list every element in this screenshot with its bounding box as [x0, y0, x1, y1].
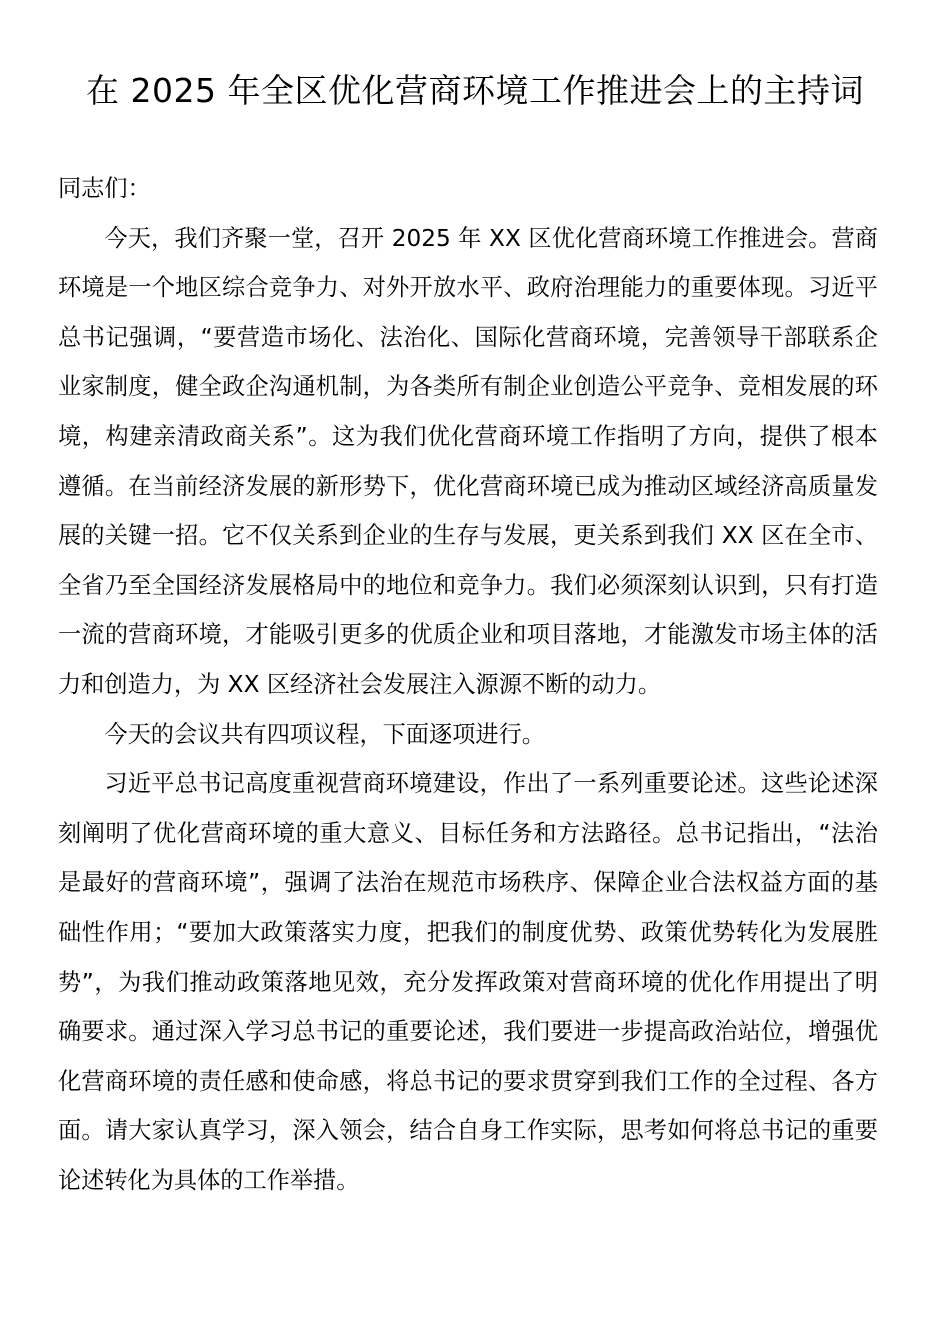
paragraph-study: 习近平总书记高度重视营商环境建设，作出了一系列重要论述。这些论述深刻阐明了优化营商环境的重大意义、目标任务和方法路径。总书记指出，“法治是最好的营商环境”，强调了法治在规范市场秩序、保障企业合法权益方面的基础性作用；“要加大政策落实力度，把我们的制度优势、政策优势转化为发展胜势”，为我们推动政策落地见效，充分发挥政策对营商环境的优化作用提出了明确要求。通过深入学习总书记的重要论述，我们要进一步提高政治站位，增强优化营商环境的责任感和使命感，将总书记的要求贯穿到我们工作的全过程、各方面。请大家认真学习，深入领会，结合自身工作实际，思考如何将总书记的重要论述转化为具体的工作举措。 — [58, 770, 878, 1194]
paragraph-agenda: 今天的会议共有四项议程，下面逐项进行。 — [104, 720, 545, 748]
paragraph-opening: 今天，我们齐聚一堂，召开 2025 年 XX 区优化营商环境工作推进会。营商环境是一个地区综合竞争力、对外开放水平、政府治理能力的重要体现。习近平总书记强调，“要营造市场化、法治化、国际化营商环境，完善领导干部联系企业家制度，健全政企沟通机制，为各类所有制企业创造公平竞争、竞相发展的环境，构建亲清政商关系”。这为我们优化营商环境工作指明了方向，提供了根本遵循。在当前经济发展的新形势下，优化营商环境已成为推动区域经济高质量发展的关键一招。它不仅关系到企业的生存与发展，更关系到我们 XX 区在全市、全省乃至全国经济发展格局中的地位和竞争力。我们必须深刻认识到，只有打造一流的营商环境，才能吸引更多的优质企业和项目落地，才能激发市场主体的活力和创造力，为 XX 区经济社会发展注入源源不断的动力。 — [58, 224, 878, 698]
document-body — [58, 164, 878, 1205]
document-title: 在 2025 年全区优化营商环境工作推进会上的主持词 — [86, 71, 864, 110]
salutation: 同志们： — [58, 175, 151, 202]
